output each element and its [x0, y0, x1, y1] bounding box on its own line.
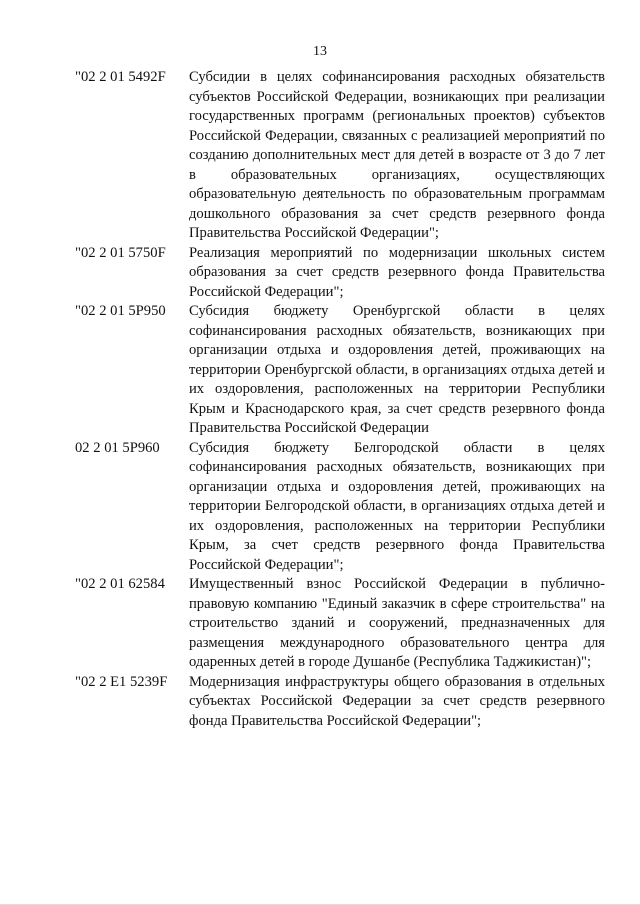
budget-entry [0, 302, 640, 439]
entry-text: Реализация мероприятий по модернизации школьных систем образования за счет средств резервного фонда Правительства Российской Федерации"; [189, 244, 605, 300]
entry-text: Имущественный взнос Российской Федерации в публично-правовую компанию "Единый заказчик в сфере строительства" на строительство зданий и сооружений, предназначенных для размещения международного образовательного центра для одаренных детей в городе Душанбе (Республика Таджикистан)"; [189, 576, 605, 670]
entry-text: Модернизация инфраструктуры общего образования в отдельных субъектах Российской Федерации за счет средств резервного фонда Правительства Российской Федерации"; [189, 673, 605, 729]
entry-code: "02 2 01 62584 [75, 576, 165, 592]
entry-code: "02 2 01 5492F [75, 69, 166, 85]
entry-text: Субсидии в целях софинансирования расходных обязательств субъектов Российской Федерации, возникающих при реализации государственных программ (региональных проектов) субъектов Российской Федерации, связанных с реализацией мероприятий по созданию дополнительных мест для детей в возрасте от 3 до 7 лет в образовательных организациях, осуществляющих образовательную деятельность по образовательным программам дошкольного образования за счет средств резервного фонда Правительства Российской Федерации"; [189, 69, 605, 241]
entry-code: "02 2 E1 5239F [75, 673, 168, 690]
budget-entry [0, 673, 640, 732]
budget-entry [0, 439, 640, 576]
entry-text: Субсидия бюджету Белгородской области в целях софинансирования расходных обязательств, возникающих при организации отдыха и оздоровления детей, проживающих на территории Белгородской области, в организациях отдыха детей и их оздоровления, расположенных на территории Республики Крым, за счет средств резервного фонда Правительства Российской Федерации"; [189, 439, 605, 573]
budget-entry [0, 575, 640, 673]
page-number: 13 [313, 44, 327, 59]
entry-code: "02 2 01 5750F [75, 244, 166, 261]
entry-text: Субсидия бюджету Оренбургской области в целях софинансирования расходных обязательств, возникающих при организации отдыха и оздоровления детей, проживающих на территории Оренбургской области, в организациях отдыха детей и их оздоровления, расположенных на территории Республики Крым и Краснодарского края, за счет средств резервного фонда Правительства Российской Федерации [189, 303, 605, 436]
entry-code: "02 2 01 5P950 [75, 303, 166, 319]
budget-entry [0, 244, 640, 303]
budget-entries-list [0, 68, 640, 731]
budget-entry [0, 68, 640, 244]
entry-code: 02 2 01 5P960 [75, 439, 160, 456]
